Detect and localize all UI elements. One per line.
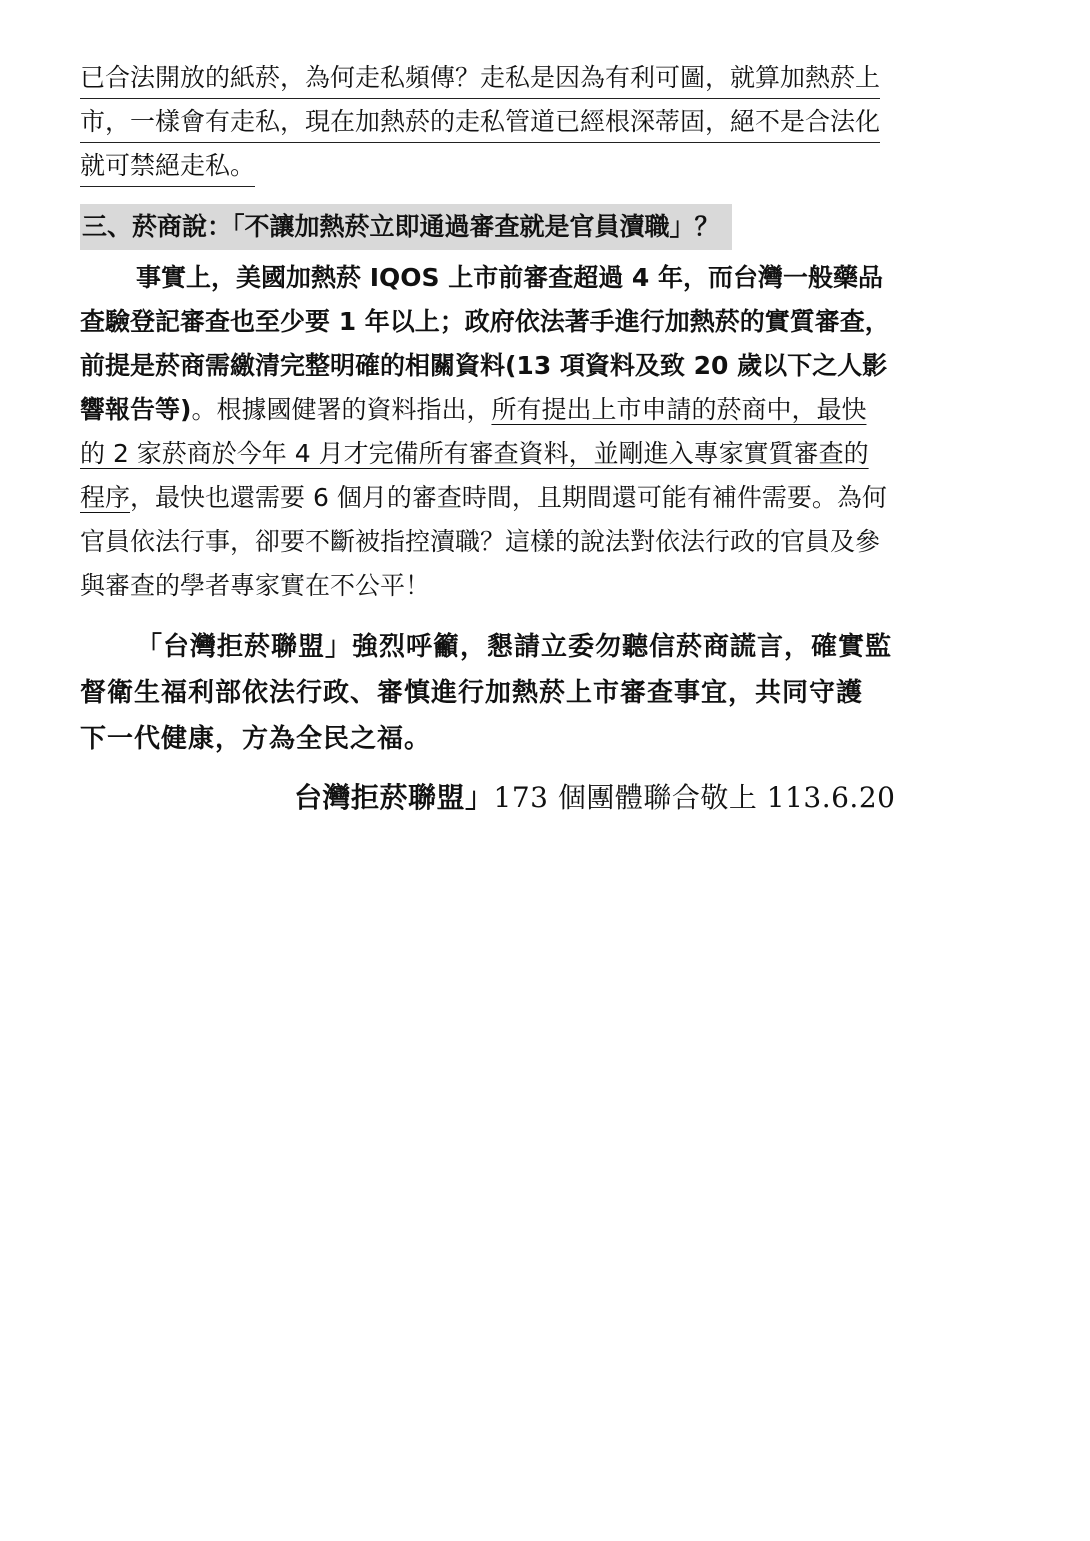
s3-line-5-underlined: 的 2 家菸商於今年 4 月才完備所有審查資料，並剛進入專家實質審查的 — [80, 439, 869, 468]
s3-line-1: 事實上，美國加熱菸 IQOS 上市前審查超過 4 年，而台灣一般藥品 — [136, 263, 884, 292]
s3-line-6-underlined: 程序 — [80, 483, 131, 512]
s3-line-4-underlined: 所有提出上市申請的菸商中，最快 — [491, 395, 867, 424]
signature — [294, 776, 895, 816]
document-page — [80, 56, 994, 762]
s3-line-2: 查驗登記審查也至少要 1 年以上；政府依法著手進行加熱菸的實質審查， — [80, 307, 890, 336]
signature-rest: 173 個團體聯合敬上 113.6.20 — [493, 781, 896, 814]
intro-line-3: 就可禁絕走私。 — [80, 146, 255, 187]
s3-line-8: 與審查的學者專家實在不公平！ — [80, 571, 431, 600]
intro-line-1: 已合法開放的紙菸，為何走私頻傳？走私是因為有利可圖，就算加熱菸上 — [80, 58, 880, 99]
s3-line-6-plain: ，最快也還需要 6 個月的審查時間，且期間還可能有補件需要。為何 — [130, 483, 887, 512]
section-3-paragraph — [80, 256, 994, 608]
appeal-line-2: 督衛生福利部依法行政、審慎進行加熱菸上市審查事宜，共同守護 — [80, 678, 864, 708]
intro-line-2: 市，一樣會有走私，現在加熱菸的走私管道已經根深蒂固，絕不是合法化 — [80, 102, 880, 143]
appeal-line-3: 下一代健康，方為全民之福。 — [80, 724, 432, 754]
s3-line-4-plain: 。根據國健署的資料指出， — [191, 395, 492, 424]
s3-line-6 — [80, 476, 994, 520]
s3-line-4 — [80, 388, 994, 432]
s3-line-4-bold: 響報告等) — [80, 395, 192, 424]
appeal-paragraph — [80, 624, 994, 762]
appeal-line-1: 「台灣拒菸聯盟」強烈呼籲，懇請立委勿聽信菸商謊言，確實監 — [136, 632, 893, 662]
section-3-heading: 三、菸商說：「不讓加熱菸立即通過審查就是官員瀆職」？ — [80, 204, 732, 250]
signature-org: 台灣拒菸聯盟」 — [294, 781, 494, 814]
intro-paragraph — [80, 56, 994, 188]
s3-line-7: 官員依法行事，卻要不斷被指控瀆職？這樣的說法對依法行政的官員及參 — [80, 527, 881, 556]
s3-line-5 — [80, 432, 994, 476]
s3-line-3: 前提是菸商需繳清完整明確的相關資料(13 項資料及致 20 歲以下之人影 — [80, 351, 888, 380]
